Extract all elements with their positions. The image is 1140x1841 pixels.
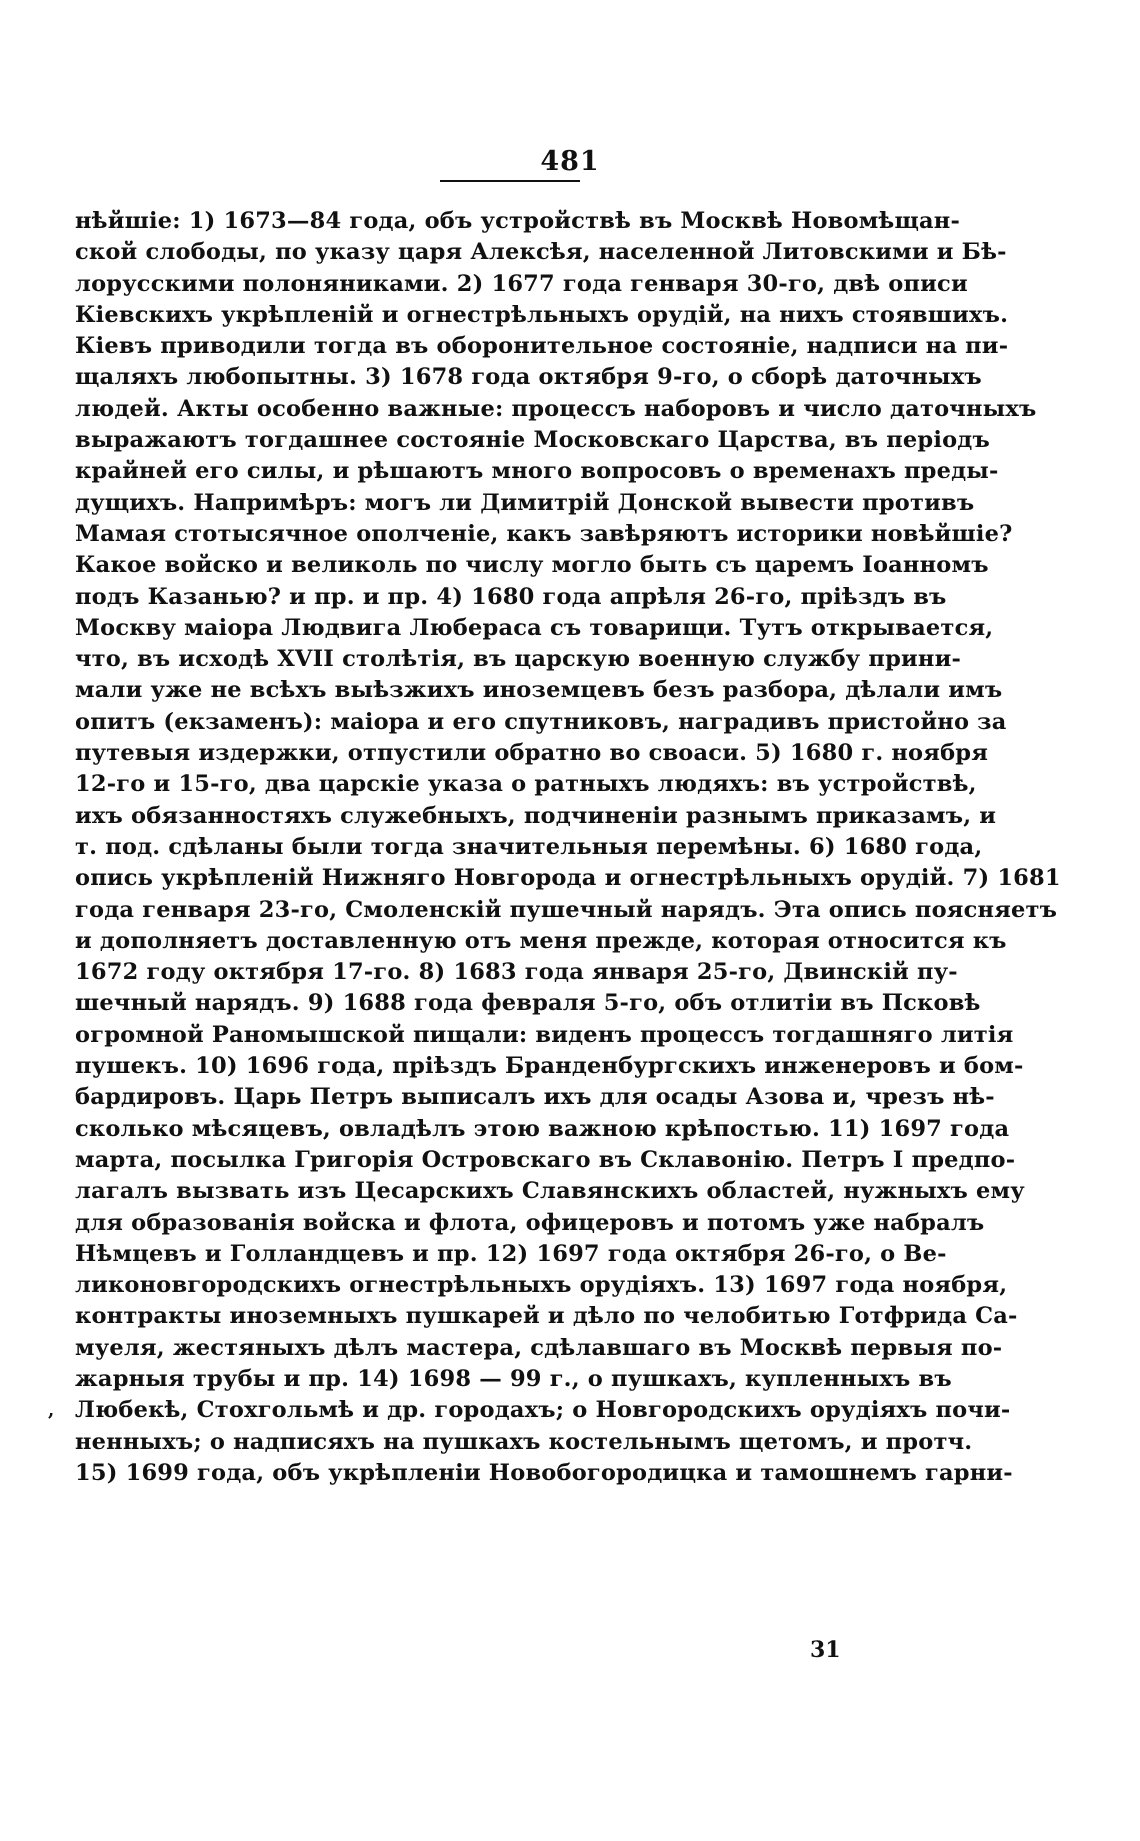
signature-mark: 31	[810, 1637, 841, 1663]
text-line: бардировъ. Царь Петръ выписалъ ихъ для осады Азова и, чрезъ нѣ-	[75, 1084, 995, 1111]
text-line: марта, посылка Григорія Островскаго въ Склавонію. Петръ I предпо-	[75, 1146, 1016, 1173]
text-line: 15) 1699 года, объ укрѣпленіи Новобогородицка и тамошнемъ гарни-	[75, 1459, 1013, 1486]
text-line: нѣйшіе: 1) 1673—84 года, объ устройствѣ въ Москвѣ Новомѣщан-	[75, 208, 960, 234]
text-line: людей. Акты особенно важные: процессъ наборовъ и число даточныхъ	[75, 395, 1037, 422]
text-line: подъ Казанью? и пр. и пр. 4) 1680 года апрѣля 26-го, пріѣздъ въ	[75, 583, 947, 610]
text-line: контракты иноземныхъ пушкарей и дѣло по челобитью Готфрида Са-	[75, 1303, 1018, 1330]
text-line: Кіевъ приводили тогда въ оборонительное состояніе, надписи на пи-	[75, 333, 1009, 360]
text-line: Нѣмцевъ и Голландцевъ и пр. 12) 1697 года октября 26-го, о Ве-	[75, 1240, 947, 1267]
text-line: Какое войско и великоль по числу могло быть съ царемъ Іоанномъ	[75, 552, 989, 579]
text-line: путевыя издержки, отпустили обратно во своаси. 5) 1680 г. ноября	[75, 740, 989, 767]
text-line: лорусскими полоняниками. 2) 1677 года генваря 30-го, двѣ описи	[75, 270, 968, 297]
text-line: ихъ обязанностяхъ служебныхъ, подчиненіи разнымъ приказамъ, и	[75, 802, 997, 829]
text-line: ненныхъ; о надписяхъ на пушкахъ костельнымъ щетомъ, и протч.	[75, 1428, 973, 1455]
text-line: 12-го и 15-го, два царскіе указа о ратныхъ людяхъ: въ устройствѣ,	[75, 771, 977, 798]
text-line: опись укрѣпленій Нижняго Новгорода и огнестрѣльныхъ орудій. 7) 1681	[75, 865, 1061, 892]
page-number-rule	[440, 180, 580, 182]
text-line: мали уже не всѣхъ выѣзжихъ иноземцевъ безъ разбора, дѣлали имъ	[75, 677, 1003, 704]
text-line: Мамая стотысячное ополченіе, какъ завѣряютъ историки новѣйшіе?	[75, 520, 1013, 547]
text-line: ликоновгородскихъ огнестрѣльныхъ орудіяхъ. 13) 1697 года ноября,	[75, 1272, 1008, 1299]
text-line: для образованія войска и флота, офицеровъ и потомъ уже набралъ	[75, 1209, 985, 1236]
page-number: 481	[540, 146, 600, 177]
text-line: пушекъ. 10) 1696 года, пріѣздъ Бранденбургскихъ инженеровъ и бом-	[75, 1053, 1024, 1080]
text-line: года генваря 23-го, Смоленскій пушечный нарядъ. Эта опись поясняетъ	[75, 896, 1058, 923]
text-line: лагалъ вызвать изъ Цесарскихъ Славянскихъ областей, нужныхъ ему	[75, 1178, 1025, 1205]
text-line: выражаютъ тогдашнее состояніе Московскаго Царства, въ періодъ	[75, 427, 990, 454]
text-line: Любекѣ, Стохгольмѣ и др. городахъ; о Новгородскихъ орудіяхъ почи-	[75, 1397, 1011, 1424]
text-line: 1672 году октября 17-го. 8) 1683 года января 25-го, Двинскій пу-	[75, 959, 958, 986]
body-text	[75, 206, 1061, 1489]
text-line: что, въ исходѣ XVII столѣтія, въ царскую военную службу прини-	[75, 646, 962, 673]
text-line: сколько мѣсяцевъ, овладѣлъ этою важною крѣпостью. 11) 1697 года	[75, 1115, 1010, 1142]
text-line: муеля, жестяныхъ дѣлъ мастера, сдѣлавшаго въ Москвѣ первыя по-	[75, 1334, 1003, 1361]
text-line: крайней его силы, и рѣшаютъ много вопросовъ о временахъ преды-	[75, 458, 999, 485]
text-line: жарныя трубы и пр. 14) 1698 — 99 г., о пушкахъ, купленныхъ въ	[75, 1365, 952, 1392]
text-line: Кіевскихъ укрѣпленій и огнестрѣльныхъ орудій, на нихъ стоявшихъ.	[75, 301, 1009, 328]
text-line: Москву маіора Людвига Любераса съ товарищи. Тутъ открывается,	[75, 614, 994, 641]
text-line: ской слободы, по указу царя Алексѣя, населенной Литовскими и Бѣ-	[75, 239, 1007, 266]
text-line: щаляхъ любопытны. 3) 1678 года октября 9-го, о сборѣ даточныхъ	[75, 364, 982, 391]
text-line: опитъ (екзаменъ): маіора и его спутниковъ, наградивъ пристойно за	[75, 708, 1007, 735]
margin-mark: ,	[48, 1400, 55, 1421]
text-line: дущихъ. Напримѣръ: могъ ли Димитрій Донской вывести противъ	[75, 489, 975, 516]
text-line: огромной Раномышской пищали: виденъ процессъ тогдашняго литія	[75, 1021, 1014, 1048]
text-line: т. под. сдѣланы были тогда значительныя перемѣны. 6) 1680 года,	[75, 833, 983, 860]
text-line: и дополняетъ доставленную отъ меня прежде, которая относится къ	[75, 927, 1007, 954]
text-line: шечный нарядъ. 9) 1688 года февраля 5-го, объ отлитіи въ Псковѣ	[75, 990, 981, 1017]
